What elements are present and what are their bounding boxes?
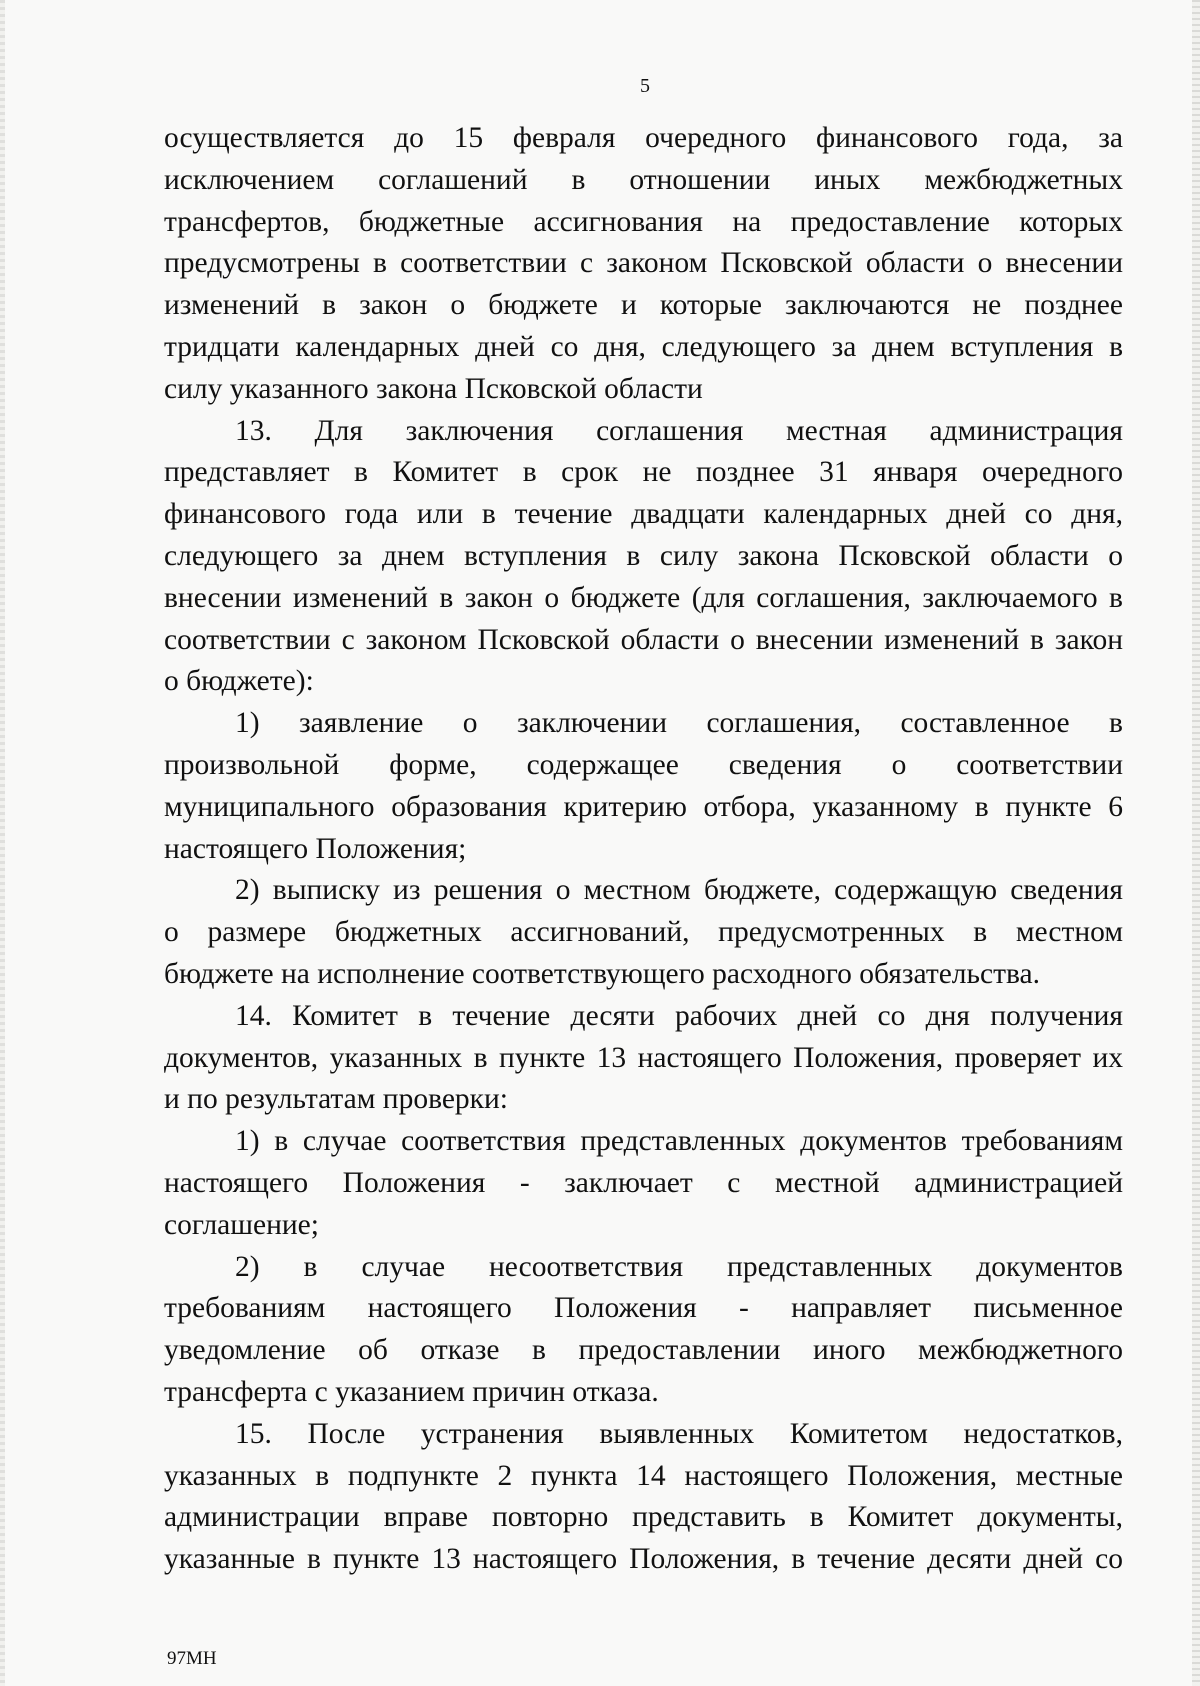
text-line: 13. Для заключения соглашения местная администрация [235,414,1123,447]
paragraph-13-item-2 [164,870,1123,995]
text-line: документов, указанных в пункте 13 настоящего Положения, проверяет их [164,1041,1123,1074]
text-line: 2) выписку из решения о местном бюджете, содержащую сведения [235,874,1123,907]
paragraph-15 [164,1414,1123,1581]
text-line: и по результатам проверки: [164,1083,508,1116]
page-number: 5 [640,75,650,97]
text-line: соглашение; [164,1208,319,1241]
text-line: произвольной форме, содержащее сведения о соответствии [164,748,1123,781]
text-line: муниципального образования критерию отбора, указанному в пункте 6 [164,790,1123,823]
text-line: настоящего Положения - заключает с местной администрацией [164,1166,1123,1199]
text-line: изменений в закон о бюджете и которые заключаются не позднее [164,289,1123,322]
text-line: представляет в Комитет в срок не позднее 31 января очередного [164,456,1123,489]
text-line: требованиям настоящего Положения - направляет письменное [164,1292,1123,1325]
text-line: 1) в случае соответствия представленных документов требованиям [235,1125,1123,1158]
text-line: указанных в подпункте 2 пункта 14 настоящего Положения, местные [164,1459,1123,1492]
scan-right-edge [1192,0,1200,1686]
text-line: о бюджете): [164,665,314,698]
text-line: 15. После устранения выявленных Комитетом недостатков, [235,1417,1123,1450]
text-line: предусмотрены в соответствии с законом Псковской области о внесении [164,247,1123,280]
text-line: 2) в случае несоответствия представленных документов [235,1250,1123,1283]
document-code: 97МН [167,1648,217,1669]
text-line: трансферта с указанием причин отказа. [164,1375,659,1408]
text-line: тридцати календарных дней со дня, следующего за днем вступления в [164,330,1123,363]
text-line: 14. Комитет в течение десяти рабочих дней со дня получения [235,999,1123,1032]
text-line: финансового года или в течение двадцати календарных дней со дня, [164,498,1123,531]
text-line: о размере бюджетных ассигнований, предусмотренных в местном [164,916,1123,949]
paragraph-14 [164,996,1123,1121]
paragraph-13-item-1 [164,703,1123,870]
text-line: указанные в пункте 13 настоящего Положения, в течение десяти дней со [164,1543,1123,1576]
text-line: силу указанного закона Псковской области [164,372,703,405]
text-line: трансфертов, бюджетные ассигнования на предоставление которых [164,205,1123,238]
paragraph-14-item-2 [164,1247,1123,1414]
text-line: соответствии с законом Псковской области о внесении изменений в закон [164,623,1123,656]
paragraph-13 [164,411,1123,704]
text-line: следующего за днем вступления в силу закона Псковской области о [164,539,1123,572]
scan-left-edge [0,0,5,1686]
paragraph-14-item-1 [164,1121,1123,1246]
text-line: 1) заявление о заключении соглашения, составленное в [235,707,1123,740]
text-line: уведомление об отказе в предоставлении иного межбюджетного [164,1334,1123,1367]
text-line: администрации вправе повторно представить в Комитет документы, [164,1501,1123,1534]
text-line: осуществляется до 15 февраля очередного финансового года, за [164,122,1123,154]
document-body [164,118,1123,1581]
text-line: настоящего Положения; [164,832,467,865]
text-line: внесении изменений в закон о бюджете (для соглашения, заключаемого в [164,581,1123,614]
paragraph-continuation [164,118,1123,411]
text-line: бюджете на исполнение соответствующего расходного обязательства. [164,957,1040,990]
text-line: исключением соглашений в отношении иных межбюджетных [164,163,1123,196]
